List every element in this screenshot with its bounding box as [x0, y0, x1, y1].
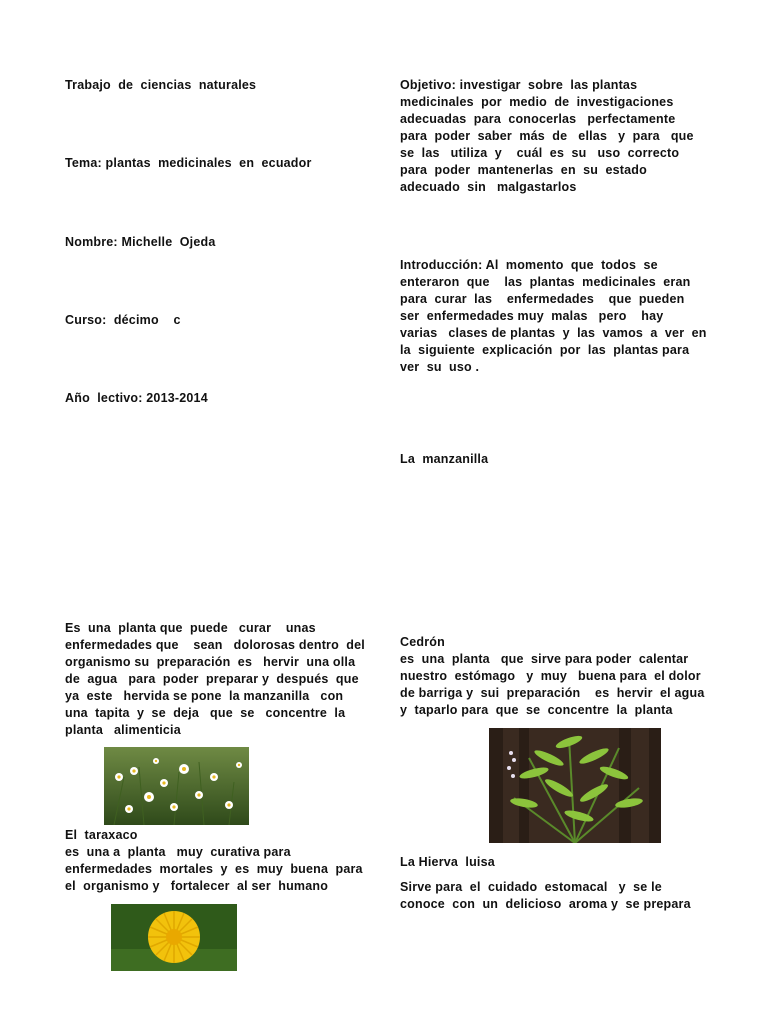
cedron-paragraph: Cedrón es una planta que sirve para poder calentar nuestro estómago y muy buena para el dolor de barriga y sui preparación es hervir el agua y taparlo para que se concentre la planta	[400, 635, 705, 717]
objective-paragraph: Objetivo: investigar sobre las plantas medicinales por medio de investigaciones adecuadas para conocerlas perfectamente para poder saber más de ellas y para que se las utiliza y cuál es su uso correcto para poder mantenerlas en su estado adecuado sin malgastarlos	[400, 78, 694, 194]
school-year: Año lectivo: 2013-2014	[65, 391, 208, 405]
course-line: Curso: décimo c	[65, 313, 181, 327]
student-name: Nombre: Michelle Ojeda	[65, 235, 216, 249]
chamomile-title: La manzanilla	[400, 452, 489, 466]
lemon-verbena-description: Sirve para el cuidado estomacal y se le conoce con un delicioso aroma y se prepara	[400, 880, 691, 911]
chamomile-description: Es una planta que puede curar unas enfermedades que sean dolorosas dentro del organismo su preparación es hervir una olla de agua para poder preparar y después que ya este hervida se pone la manzanilla con una tapita y se deja que se concentre la planta alimenticia	[65, 621, 365, 737]
dandelion-photo	[111, 904, 237, 971]
lemon-verbena-title: La Hierva luisa	[400, 855, 495, 869]
dandelion-title: El taraxaco	[65, 828, 138, 842]
assignment-title: Trabajo de ciencias naturales	[65, 78, 257, 92]
introduction-paragraph: Introducción: Al momento que todos se enteraron que las plantas medicinales eran para curar las enfermedades que pueden ser enfermedades muy malas pero hay varias clases de plantas y las vamos a ver en la siguiente explicación por las plantas para ver su uso .	[400, 258, 707, 374]
chamomile-photo	[104, 747, 249, 825]
topic-line: Tema: plantas medicinales en ecuador	[65, 156, 312, 170]
lemon-verbena-photo	[489, 728, 661, 843]
dandelion-description: es una a planta muy curativa para enfermedades mortales y es muy buena para el organismo y fortalecer al ser humano	[65, 845, 363, 893]
